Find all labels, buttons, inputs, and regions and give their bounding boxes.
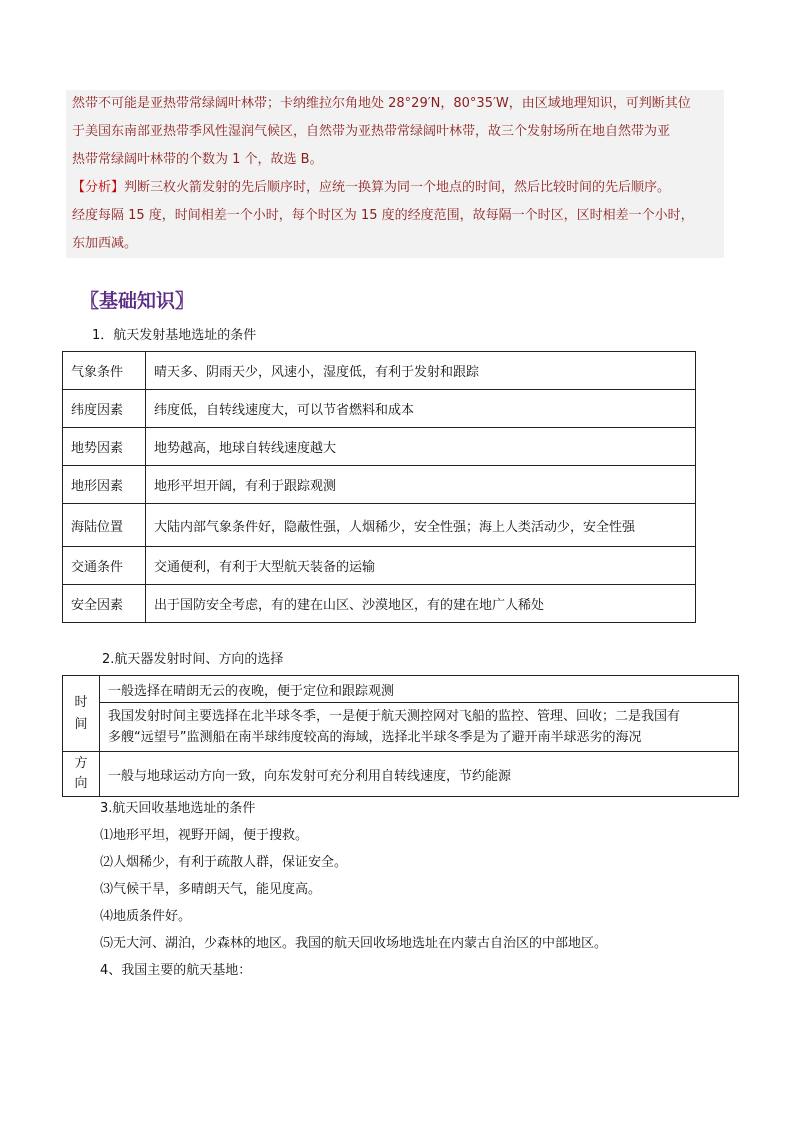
row-value: 纬度低，自转线速度大，可以节省燃料和成本 [146,390,696,428]
row-value: 出于国防安全考虑，有的建在山区、沙漠地区，有的建在地广人稀处 [146,585,696,623]
row-value: 地势越高，地球自转线速度越大 [146,428,696,466]
section3-title: 3.航天回收基地选址的条件 [100,801,256,816]
row-key: 纬度因素 [63,390,146,428]
table-row [63,585,696,623]
time-row-1: 一般选择在晴朗无云的夜晚，便于定位和跟踪观测 [100,676,739,703]
direction-row: 一般与地球运动方向一致，向东发射可充分利用自转线速度，节约能源 [100,752,739,797]
list-item: ⑴地形平坦，视野开阔，便于搜救。 [100,828,309,843]
row-value: 大陆内部气象条件好，隐蔽性强，人烟稀少，安全性强；海上人类活动少，安全性强 [146,504,696,547]
launch-site-table [62,351,696,623]
analysis-line-3: 热带常绿阔叶林带的个数为 1 个，故选 B。 [72,152,323,167]
analysis-tag: 【分析】 [72,180,125,195]
analysis-line-4 [66,174,724,202]
row-key: 安全因素 [63,585,146,623]
list-item: ⑶气候干旱，多晴朗天气，能见度高。 [100,882,322,897]
section2-title: 2.航天器发射时间、方向的选择 [102,652,284,667]
row-key: 地势因素 [63,428,146,466]
table-row [63,390,696,428]
list-item: ⑸无大河、湖泊，少森林的地区。我国的航天回收场地选址在内蒙古自治区的中部地区。 [100,936,608,951]
table-row [63,352,696,390]
table-row [63,504,696,547]
table-row [63,547,696,585]
row-value: 地形平坦开阔，有利于跟踪观测 [146,466,696,504]
row-key: 海陆位置 [63,504,146,547]
analysis-line-6: 东加西减。 [72,236,138,251]
row-key: 气象条件 [63,352,146,390]
section-heading: 〖基础知识〗 [80,290,195,312]
time-row-2: 我国发射时间主要选择在北半球冬季，一是便于航天测控网对飞船的监控、管理、回收；二是我国有 多艘“远望号”监测船在南半球纬度较高的海域，选择北半球冬季是为了避开南半球恶劣的海况 [100,703,739,752]
section1-title: 1．航天发射基地选址的条件 [92,328,257,343]
analysis-text: 判断三枚火箭发射的先后顺序时，应统一换算为同一个地点的时间，然后比较时间的先后顺序。 [124,180,671,195]
analysis-line-5: 经度每隔 15 度，时间相差一个小时，每个时区为 15 度的经度范围，故每隔一个时区，区时相差一个小时， [72,208,694,223]
direction-label: 方 向 [63,752,100,797]
launch-time-table [62,675,739,797]
list-item: ⑷地质条件好。 [100,909,192,924]
table-row [63,752,739,797]
row-key: 交通条件 [63,547,146,585]
analysis-line-1: 然带不可能是亚热带常绿阔叶林带；卡纳维拉尔角地处 28°29′N，80°35′W，由区域地理知识，可判断其位 [72,96,691,111]
table-row [63,466,696,504]
analysis-line-2: 于美国东南部亚热带季风性湿润气候区，自然带为亚热带常绿阔叶林带，故三个发射场所在地自然带为亚 [72,124,671,139]
section4-title: 4、我国主要的航天基地： [100,963,252,978]
table-row [63,428,696,466]
analysis-box [66,90,724,258]
table-row [63,703,739,752]
table-row [63,676,739,703]
row-value: 交通便利，有利于大型航天装备的运输 [146,547,696,585]
time-label: 时 间 [63,676,100,752]
row-key: 地形因素 [63,466,146,504]
section3 [100,795,607,984]
list-item: ⑵人烟稀少，有利于疏散人群，保证安全。 [100,855,348,870]
row-value: 晴天多、阴雨天少，风速小，湿度低，有利于发射和跟踪 [146,352,696,390]
